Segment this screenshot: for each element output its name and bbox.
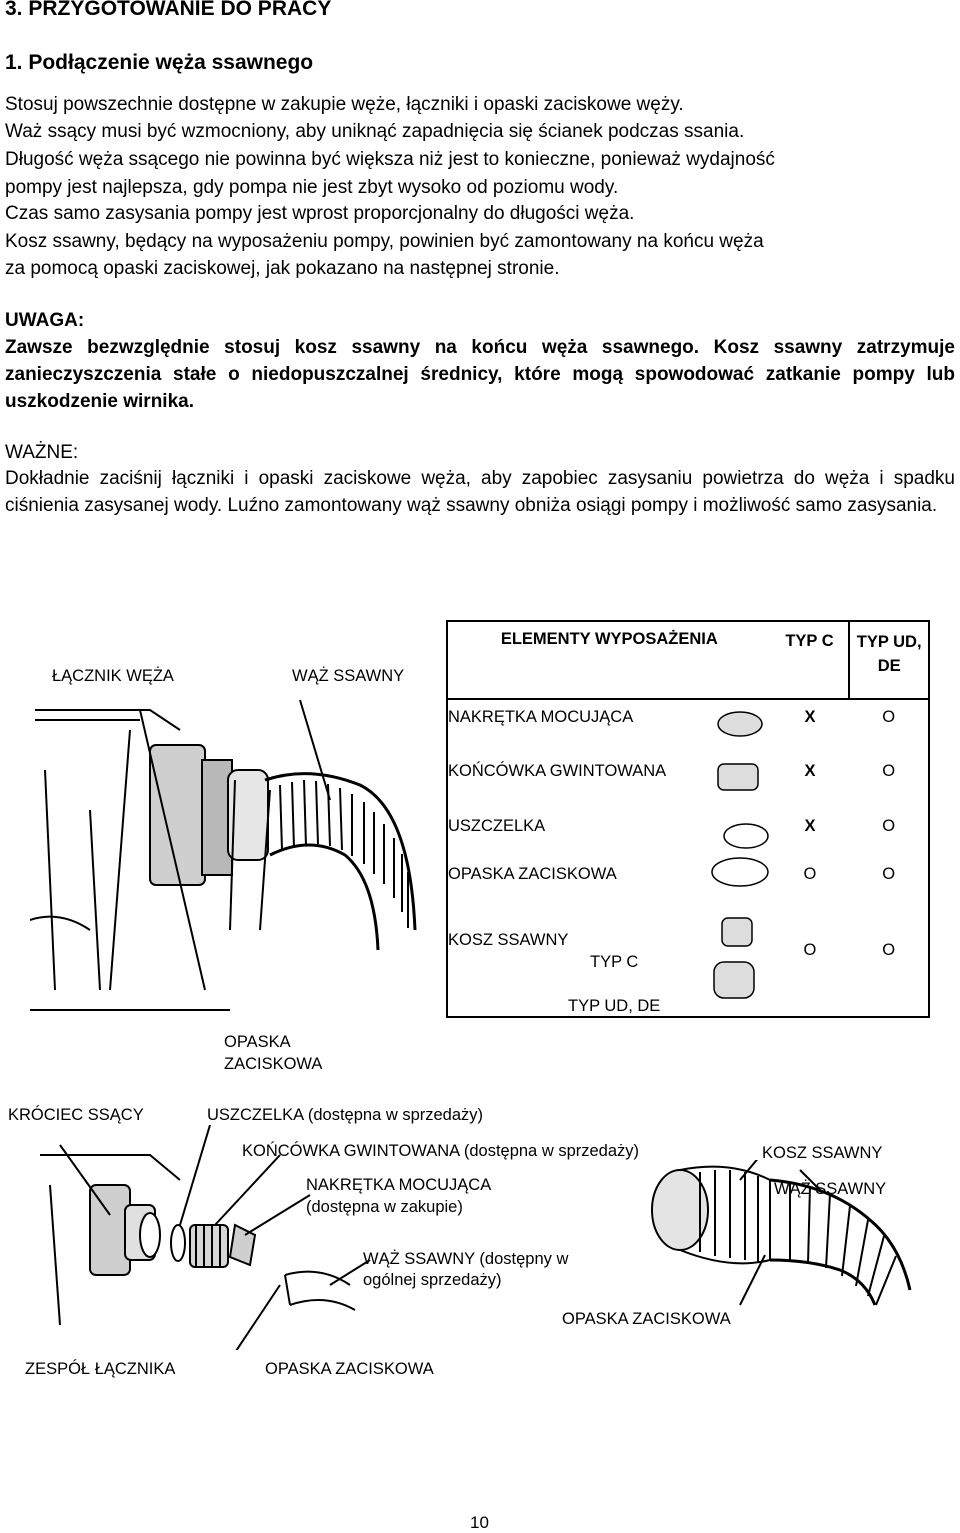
label-hose-availability: ogólnej sprzedaży) [363, 1271, 502, 1289]
cell-c: O [771, 919, 850, 1017]
cell-ud: O [849, 859, 929, 919]
row-name: KOSZ SSAWNY [448, 931, 569, 949]
strainer-type-c: TYP C [590, 953, 639, 971]
strainer-hose-illustration [640, 1160, 940, 1310]
col-type-ud: TYP UD, DE [849, 621, 929, 699]
label-strainer: KOSZ SSAWNY [762, 1144, 883, 1162]
col-type-c: TYP C [771, 621, 850, 699]
strainer-type-ud: TYP UD, DE [568, 997, 661, 1015]
nut-icon [718, 712, 762, 736]
cell-ud: O [849, 809, 929, 859]
cell-c: X [804, 708, 816, 726]
warning-label: UWAGA: [5, 310, 85, 331]
intro-line: Długość węża ssącego nie powinna być większa niż jest to konieczne, ponieważ wydajność [5, 149, 775, 170]
label-hose-right: WĄŻ SSAWNY [774, 1180, 887, 1198]
intro-line: Czas samo zasysania pompy jest wprost proporcjonalny do długości węża. [5, 203, 635, 224]
row-name: KOŃCÓWKA GWINTOWANA [448, 762, 667, 780]
row-name: NAKRĘTKA MOCUJĄCA [448, 708, 634, 726]
label-gasket: USZCZELKA (dostępna w sprzedaży) [207, 1106, 484, 1124]
clamp-icon [712, 858, 768, 886]
important-text: Dokładnie zaciśnij łączniki i opaski zaciskowe węża, aby zapobiec zasysaniu powietrza do węża i spadku ciśnienia zasysanej wody. Luźno zamontowany wąż ssawny obniża osiągi pompy i możliwość samo zasysania. [5, 468, 955, 516]
label-nut-availability: (dostępna w zakupie) [306, 1198, 463, 1216]
section-heading: 3. PRZYGOTOWANIE DO PRACY [5, 0, 332, 20]
cell-ud: O [849, 754, 929, 809]
label-suction-hose: WĄŻ SSAWNY [292, 667, 405, 685]
cell-ud: O [849, 699, 929, 754]
cell-c: O [803, 865, 817, 883]
row-name: OPASKA ZACISKOWA [448, 865, 617, 883]
parts-icons [700, 700, 780, 1020]
cell-ud: O [849, 919, 929, 1017]
threaded-end-icon [718, 764, 758, 790]
row-name: USZCZELKA [448, 817, 546, 835]
label-threaded-end: KOŃCÓWKA GWINTOWANA (dostępna w sprzedaży) [242, 1142, 640, 1160]
label-nut: NAKRĘTKA MOCUJĄCA [306, 1176, 492, 1194]
intro-line: Waż ssący musi być wzmocniony, aby uniknąć zapadnięcia się ścianek podczas ssania. [5, 121, 745, 142]
intro-line: za pomocą opaski zaciskowej, jak pokazano na następnej stronie. [5, 258, 560, 279]
label-clamp-bottom: OPASKA ZACISKOWA [265, 1360, 434, 1378]
cell-c: X [804, 762, 816, 780]
strainer-ud-icon [714, 962, 754, 998]
label-hose: WĄŻ SSAWNY (dostępny w [363, 1250, 569, 1268]
warning-text: Zawsze bezwzględnie stosuj kosz ssawny na końcu węża ssawnego. Kosz ssawny zatrzymuje zanieczyszczenia stałe o niedopuszczalnej średnicy, które mogą spowodować zatkanie pompy lub uszkodzenie wirnika. [5, 337, 955, 412]
label-clamp-right: OPASKA ZACISKOWA [562, 1310, 731, 1328]
equipment-table [446, 620, 930, 1018]
important-label: WAŻNE: [5, 442, 79, 463]
gasket-icon [724, 824, 768, 848]
label-suction-port: KRÓCIEC SSĄCY [8, 1106, 144, 1124]
label-coupler-assembly: ZESPÓŁ ŁĄCZNIKA [25, 1360, 176, 1378]
label-hose-connector: ŁĄCZNIK WĘŻA [52, 667, 174, 685]
label-clamp: OPASKA ZACISKOWA [224, 1033, 323, 1073]
strainer-c-icon [722, 918, 752, 946]
intro-line: Kosz ssawny, będący na wyposażeniu pompy, powinien być zamontowany na końcu węża [5, 231, 764, 252]
page-number: 10 [470, 1513, 489, 1532]
intro-line: Stosuj powszechnie dostępne w zakupie węże, łączniki i opaski zaciskowe węży. [5, 94, 684, 115]
table-header: ELEMENTY WYPOSAŻENIA [447, 621, 771, 699]
subheading: 1. Podłączenie węża ssawnego [5, 51, 314, 74]
pump-hose-illustration [30, 690, 440, 1030]
intro-line: pompy jest najlepsza, gdy pompa nie jest zbyt wysoko od poziomu wody. [5, 177, 619, 198]
cell-c: X [804, 817, 816, 835]
exploded-assembly-illustration [30, 1125, 550, 1350]
